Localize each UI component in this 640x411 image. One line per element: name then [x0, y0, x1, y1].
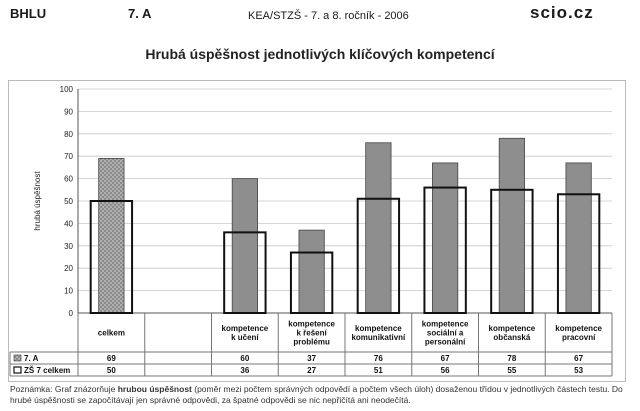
category-label: k řešení [296, 328, 327, 338]
category-label: občanská [493, 333, 531, 342]
bar-7a [366, 143, 391, 313]
data-label-7a: 76 [373, 354, 383, 363]
y-tick-label: 70 [64, 152, 73, 162]
bar-7a [232, 179, 257, 313]
y-tick-label: 10 [64, 286, 73, 296]
y-tick-label: 30 [64, 241, 73, 251]
data-label-7a: 69 [106, 354, 116, 363]
y-tick-label: 80 [64, 129, 73, 139]
data-label-7a: 60 [240, 354, 250, 363]
bar-7a [299, 230, 324, 313]
y-axis-label: hrubá úspěšnost [33, 171, 42, 231]
school-code: BHLU [10, 6, 47, 21]
category-label: sociální a [426, 328, 464, 338]
category-label: komunikativní [351, 333, 406, 342]
footnote-prefix: Poznámka: Graf znázorňuje [10, 384, 118, 394]
category-label: kompetence [421, 319, 469, 329]
category-label: kompetence [555, 324, 602, 333]
data-label-7a: 67 [440, 354, 450, 363]
data-label-7a: 78 [507, 354, 517, 363]
legend-swatch-zs [14, 367, 21, 373]
legend-swatch-7a [14, 355, 21, 361]
bar-7a [432, 163, 457, 313]
data-label-7a: 37 [307, 354, 317, 363]
category-label: celkem [97, 328, 125, 338]
category-label: kompetence [288, 319, 335, 329]
category-label: pracovní [561, 333, 596, 342]
data-label-zs: 50 [106, 366, 116, 375]
y-tick-label: 90 [64, 107, 73, 117]
bar-7a [499, 138, 524, 313]
data-label-7a: 67 [574, 354, 584, 363]
test-source: KEA/STZŠ - 7. a 8. ročník - 2006 [248, 10, 409, 22]
class-name: 7. A [128, 6, 152, 21]
category-label: problému [293, 337, 330, 347]
data-label-zs: 55 [507, 366, 517, 375]
footnote [10, 384, 626, 406]
y-tick-label: 50 [64, 197, 73, 206]
bar-7a [99, 158, 124, 313]
chart-title: Hrubá úspěšnost jednotlivých klíčových kompetencí [145, 46, 495, 62]
category-label: personální [424, 337, 466, 347]
data-label-zs: 56 [440, 366, 450, 375]
category-label: kompetence [221, 324, 269, 333]
category-label: kompetence [488, 324, 536, 333]
y-tick-label: 40 [64, 219, 73, 229]
brand-logo: scio.cz [530, 3, 594, 22]
footnote-rest: (poměr mezi počtem správných odpovědí a počtem všech úloh) dosaženou třídou v jednotlivých částech testu. Do hrubé úspěšnosti se započítávají jen správné odpovědi, za špatné odpovědi se nic nepřičítá ani neodečítá. [10, 384, 623, 405]
category-label: kompetence [355, 324, 402, 333]
data-label-zs: 36 [240, 366, 250, 375]
y-tick-label: 60 [64, 174, 73, 184]
data-label-zs: 27 [307, 366, 317, 375]
category-label: k učení [231, 333, 259, 342]
bar-7a [566, 163, 591, 313]
data-label-zs: 53 [574, 366, 584, 375]
footnote-bold: hrubou úspěšnost [117, 384, 192, 394]
legend-label-zs: ZŠ 7 celkem [24, 366, 71, 375]
legend-label-7a: 7. A [24, 354, 39, 363]
data-label-zs: 51 [373, 366, 383, 375]
y-tick-label: 20 [64, 264, 73, 274]
y-tick-label: 0 [68, 309, 73, 318]
y-tick-label: 100 [59, 85, 73, 94]
